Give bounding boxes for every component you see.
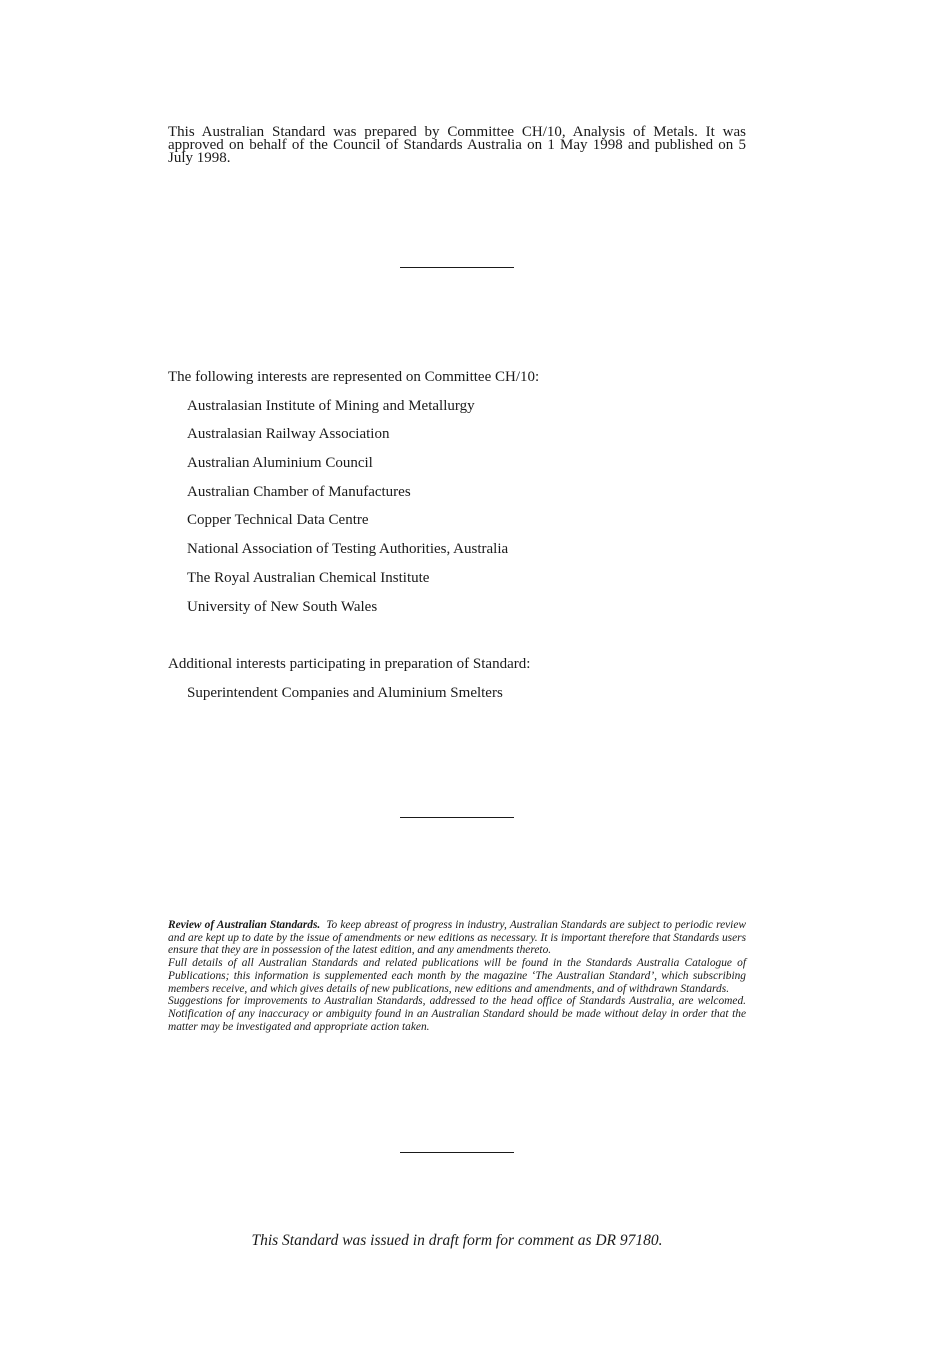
divider-rule: [400, 817, 514, 818]
additional-intro: Additional interests participating in preparation of Standard:: [168, 655, 531, 672]
review-notice: [168, 919, 746, 1033]
preparation-note: This Australian Standard was prepared by Committee CH/10, Analysis of Metals. It was approved on behalf of the Council of Standards Australia on 1 May 1998 and published on 5 July 1998.: [168, 124, 746, 166]
review-paragraph: To keep abreast of progress in industry, Australian Standards are subject to periodic review and are kept up to date by the issue of amendments or new editions as necessary. It is important therefore that Standards users ensure that they are in possession of the latest edition, and any amendments thereto.: [168, 919, 747, 957]
committee-interests: [168, 367, 746, 711]
review-paragraph: Full details of all Australian Standards and related publications will be found in the Standards Australia Catalogue of Publications; this information is supplemented each month by the magazine ‘The Australian Standard’, which subscribing members receive, and which gives details of new publications, new editions and amendments, and of withdrawn Standards.: [168, 957, 746, 995]
committee-member: The Royal Australian Chemical Institute: [187, 569, 430, 586]
committee-member: Australian Aluminium Council: [187, 455, 373, 472]
spacer: [168, 625, 746, 654]
additional-member: Superintendent Companies and Aluminium Smelters: [187, 684, 503, 701]
divider-rule: [400, 1152, 514, 1153]
review-paragraph: Suggestions for improvements to Australian Standards, addressed to the head office of Standards Australia, are welcomed. Notification of any inaccuracy or ambiguity found in an Australian Standard should be made without delay in order that the matter may be investigated and appropriate action taken.: [168, 995, 746, 1033]
committee-member: National Association of Testing Authorities, Australia: [187, 541, 509, 558]
divider-rule: [400, 267, 514, 268]
committee-member: Australasian Railway Association: [187, 426, 390, 443]
committee-intro: The following interests are represented on Committee CH/10:: [168, 369, 540, 385]
committee-member: University of New South Wales: [187, 598, 378, 615]
draft-note: This Standard was issued in draft form for comment as DR 97180.: [251, 1232, 663, 1249]
committee-member: Australasian Institute of Mining and Metallurgy: [187, 397, 475, 414]
committee-member: Copper Technical Data Centre: [187, 512, 369, 529]
committee-member: Australian Chamber of Manufactures: [187, 483, 411, 500]
review-heading: Review of Australian Standards.: [168, 919, 321, 931]
